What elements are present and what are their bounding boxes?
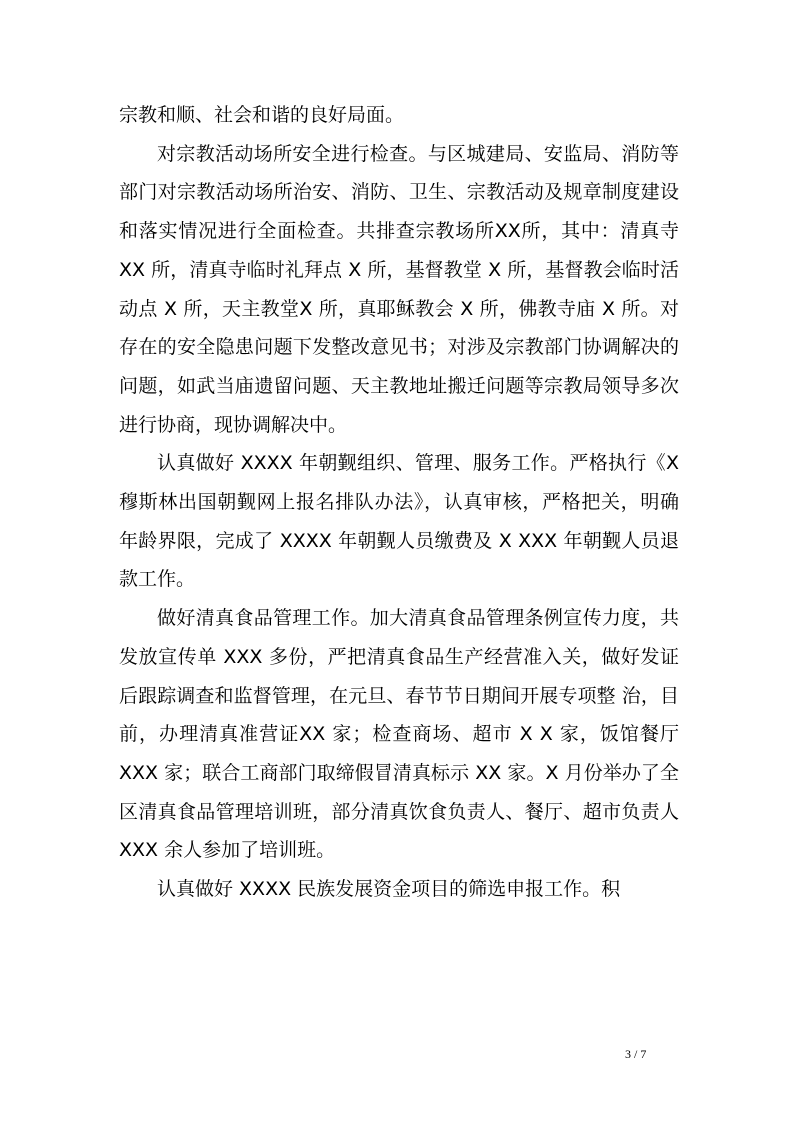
paragraph: 认真做好 XXXX 民族发展资金项目的筛选申报工作。积 bbox=[157, 878, 621, 901]
paragraph: 认真做好 XXXX 年朝觐组织、管理、服务工作。严格执行《X 穆斯林出国朝觐网上报名排队办法》，认真审核，严格把关，明确年龄界限，完成了 XXXX 年朝觐人员缴费及 X XXX 年朝觐人员退款工作。 bbox=[119, 452, 679, 591]
paragraph: 宗教和顺、社会和谐的良好局面。 bbox=[119, 104, 405, 126]
paragraph: 做好清真食品管理工作。加大清真食品管理条例宣传力度，共发放宣传单 XXX 多份，严把清真食品生产经营准入关，做好发证后跟踪调查和监督管理，在元旦、春节节日期间开展专项整 治，目前，办理清真准营证XX 家；检查商场、超市 X X 家，饭馆餐厅 XXX 家；联合工商部门取缔假冒清真标示 XX 家。X 月份举办了全区清真食品管理培训班，部分清真饮食负责人、餐厅、超市负责人 XXX 余人参加了培训班。 bbox=[119, 607, 679, 862]
page-number: 3 / 7 bbox=[625, 1047, 647, 1061]
paragraph: 对宗教活动场所安全进行检查。与区城建局、安监局、消防等部门对宗教活动场所治安、消防、卫生、宗教活动及规章制度建设和落实情况进行全面检查。共排查宗教场所XX所，其中：清真寺 XX 所，清真寺临时礼拜点 X 所，基督教堂 X 所，基督教会临时活动点 X 所，天主教堂X 所，真耶稣教会 X 所，佛教寺庙 X 所。对存在的安全隐患问题下发整改意见书；对涉及宗教部门协调解决的问题，如武当庙遗留问题、天主教地址搬迁问题等宗教局领导多次进行协商，现协调解决中。 bbox=[119, 142, 679, 436]
body-text bbox=[119, 96, 679, 909]
